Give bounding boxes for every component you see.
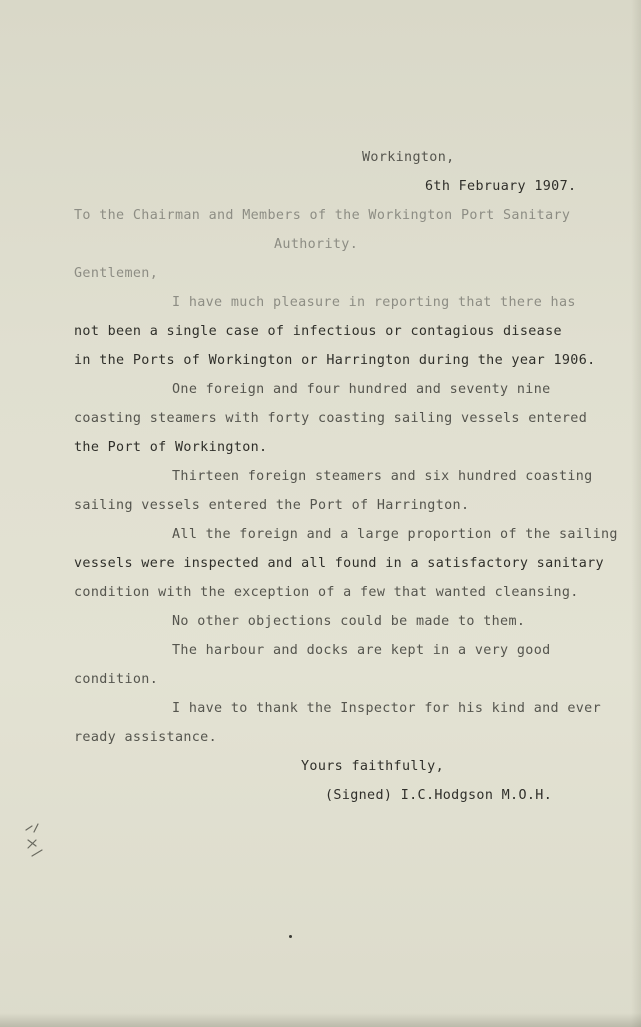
ink-spot <box>289 935 292 938</box>
page-bottom-shadow <box>0 1013 641 1027</box>
body-line: ready assistance. <box>74 730 218 745</box>
letter-place: Workington, <box>362 150 455 165</box>
body-line: condition. <box>74 672 159 687</box>
body-line: I have to thank the Inspector for his kind and ever <box>172 701 602 716</box>
body-line: No other objections could be made to them. <box>172 614 526 629</box>
body-line: not been a single case of infectious or contagious disease <box>74 324 562 339</box>
pencil-mark-icon <box>24 822 50 858</box>
body-line: condition with the exception of a few that wanted cleansing. <box>74 585 579 600</box>
body-line: Thirteen foreign steamers and six hundred coasting <box>172 469 593 484</box>
body-line: One foreign and four hundred and seventy nine <box>172 382 551 397</box>
signature: (Signed) I.C.Hodgson M.O.H. <box>325 788 553 803</box>
letter-date: 6th February 1907. <box>425 179 577 194</box>
salutation: Gentlemen, <box>74 266 159 281</box>
addressee-line-1: To the Chairman and Members of the Workington Port Sanitary <box>74 208 571 223</box>
body-line: I have much pleasure in reporting that there has <box>172 295 576 310</box>
body-line: the Port of Workington. <box>74 440 268 455</box>
body-line: in the Ports of Workington or Harrington during the year 1906. <box>74 353 596 368</box>
page-edge-shadow <box>631 0 641 1027</box>
closing: Yours faithfully, <box>301 759 445 774</box>
body-line: sailing vessels entered the Port of Harrington. <box>74 498 470 513</box>
addressee-line-2: Authority. <box>274 237 359 252</box>
body-line: The harbour and docks are kept in a very good <box>172 643 551 658</box>
body-line: vessels were inspected and all found in a satisfactory sanitary <box>74 556 604 571</box>
body-line: All the foreign and a large proportion of the sailing <box>172 527 618 542</box>
body-line: coasting steamers with forty coasting sailing vessels entered <box>74 411 588 426</box>
